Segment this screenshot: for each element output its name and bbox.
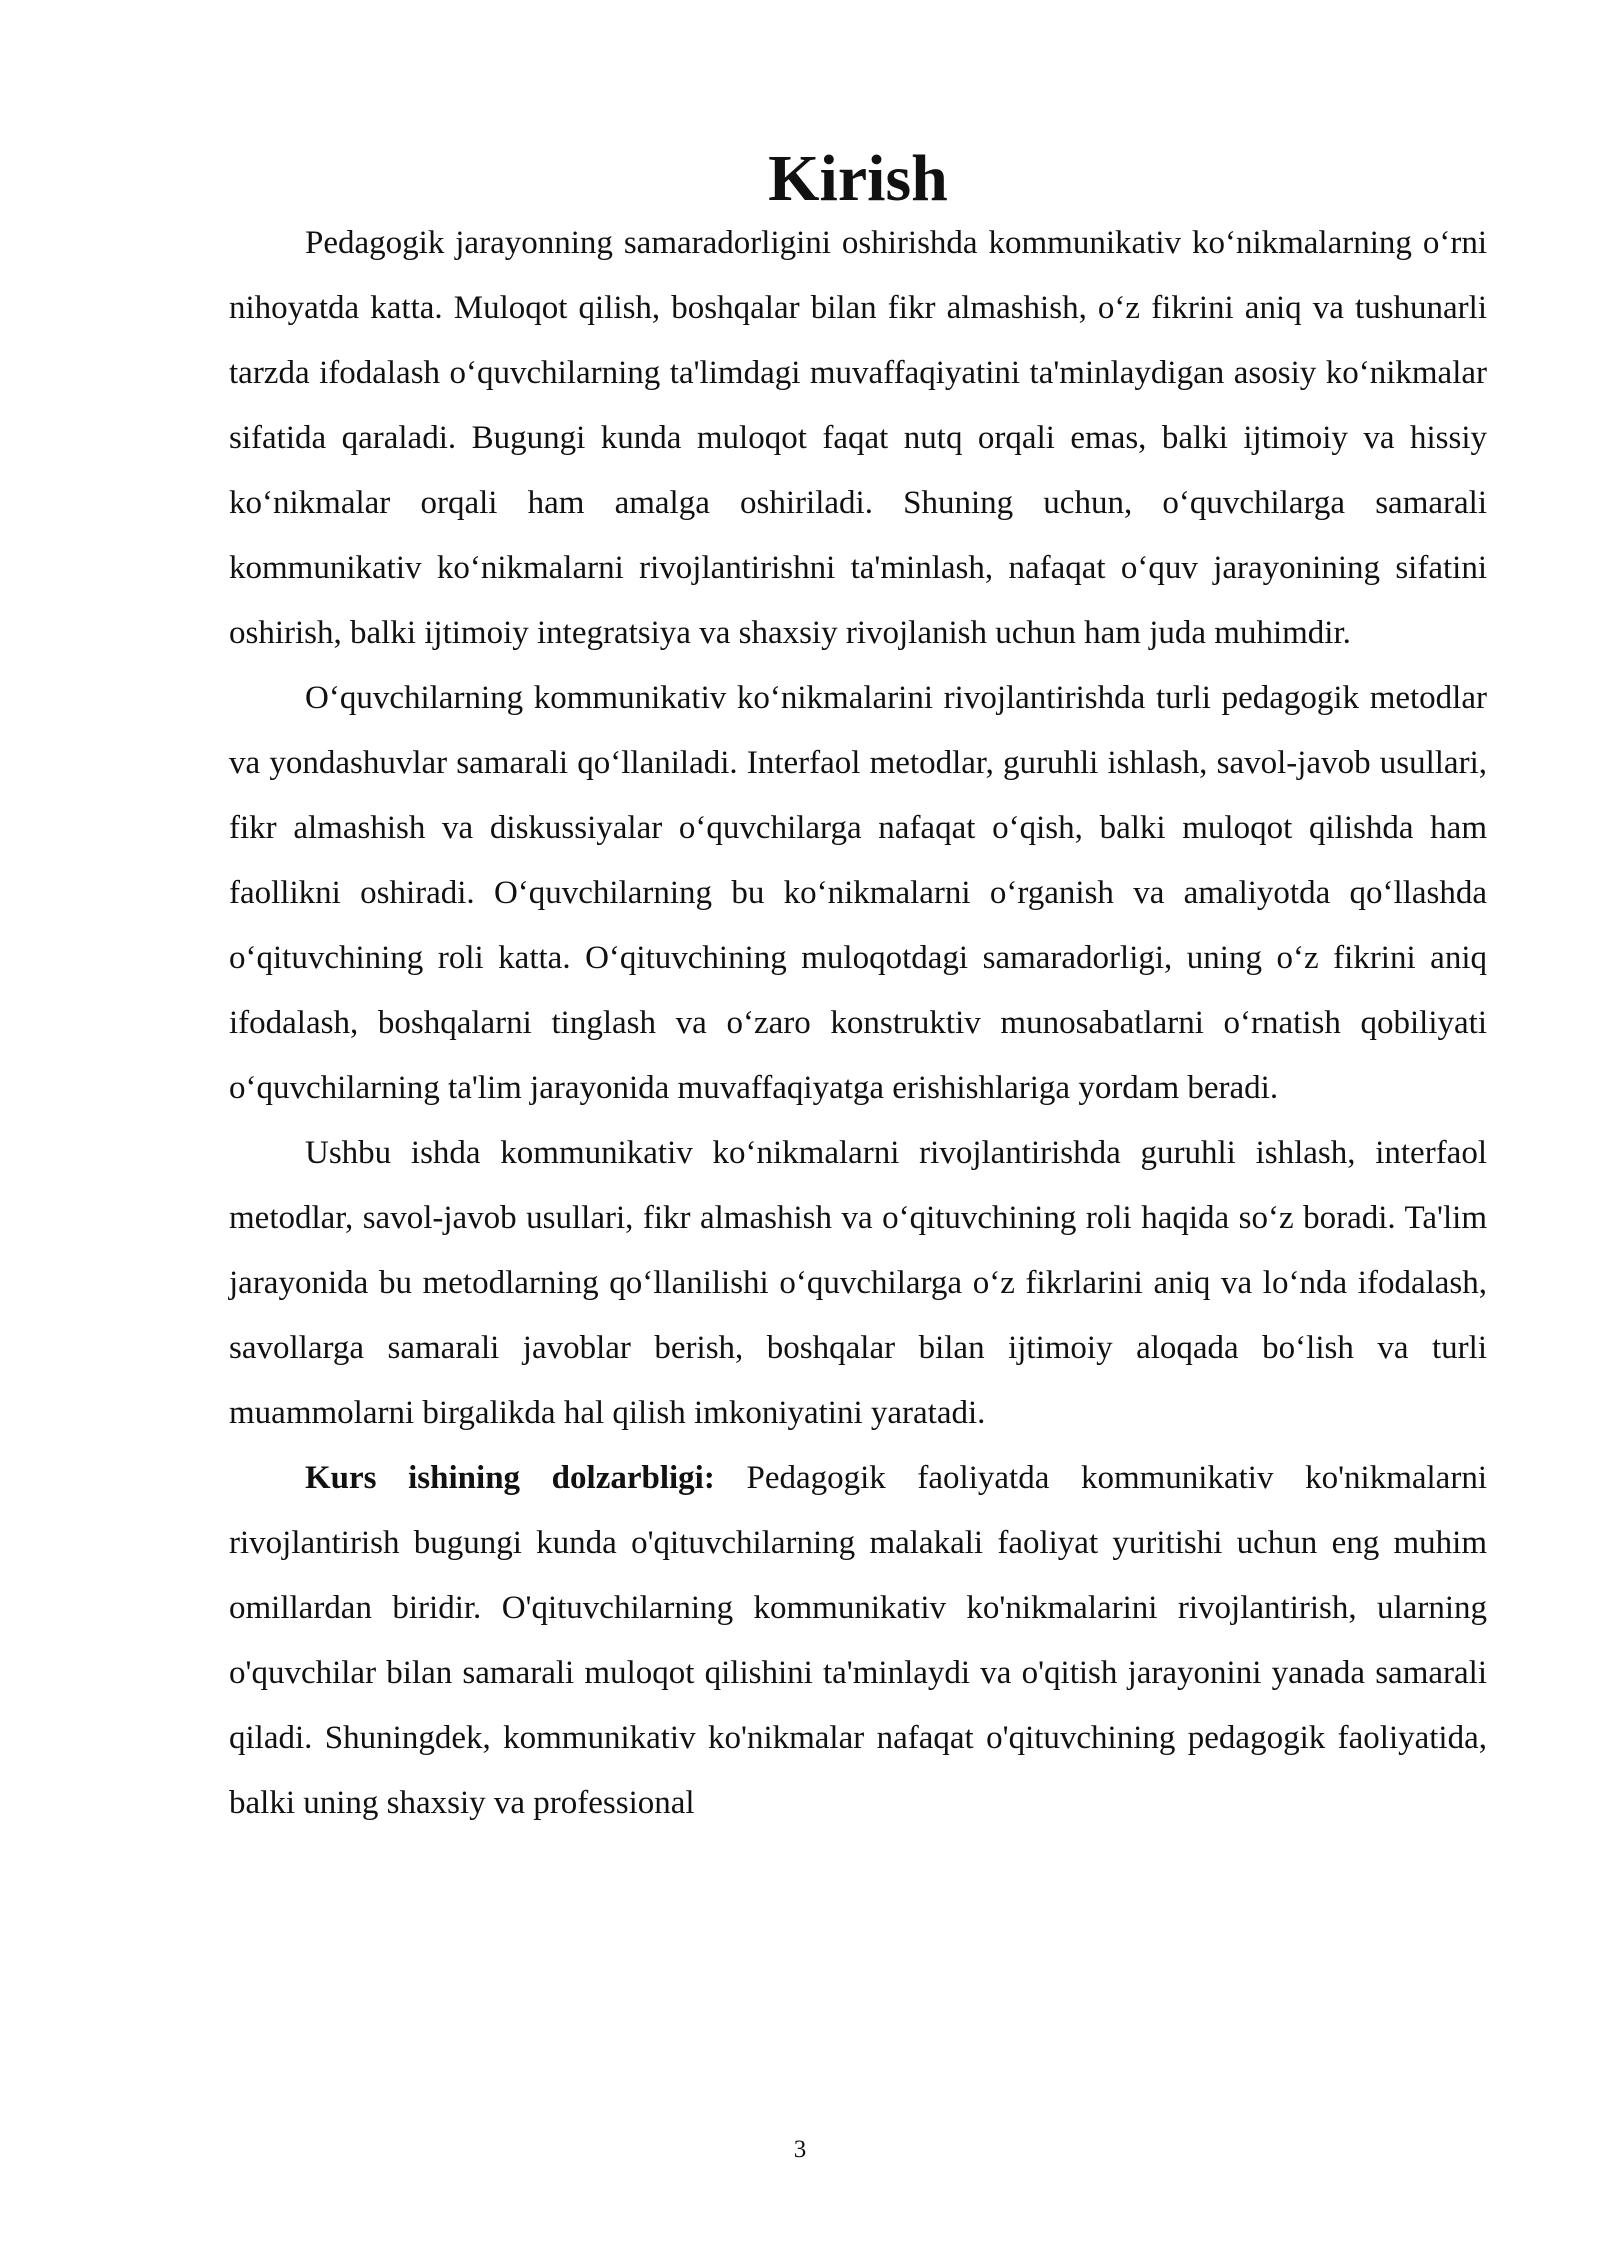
paragraph-3: Ushbu ishda kommunikativ ko‘nikmalarni rivojlantirishda guruhli ishlash, interfaol metodlar, savol-javob usullari, fikr almashish va o‘qituvchining roli haqida so‘z boradi. Ta'lim jarayonida bu metodlarning qo‘llanilishi o‘quvchilarga o‘z fikrlarini aniq va lo‘nda ifodalash, savollarga samarali javoblar berish, boshqalar bilan ijtimoiy aloqada bo‘lish va turli muammolarni birgalikda hal qilish imkoniyatini yaratadi. (229, 1135, 1487, 1431)
relevance-paragraph (229, 1446, 1487, 1836)
page-body (229, 142, 1487, 1836)
paragraph-2: O‘quvchilarning kommunikativ ko‘nikmalarini rivojlantirishda turli pedagogik metodlar va yondashuvlar samarali qo‘llaniladi. Interfaol metodlar, guruhli ishlash, savol-javob usullari, fikr almashish va diskussiyalar o‘quvchilarga nafaqat o‘qish, balki muloqot qilishda ham faollikni oshiradi. O‘quvchilarning bu ko‘nikmalarni o‘rganish va amaliyotda qo‘llashda o‘qituvchining roli katta. O‘qituvchining muloqotdagi samaradorligi, uning o‘z fikrini aniq ifodalash, boshqalarni tinglash va o‘zaro konstruktiv munosabatlarni o‘rnatish qobiliyati o‘quvchilarning ta'lim jarayonida muvaffaqiyatga erishishlariga yordam beradi. (229, 680, 1487, 1106)
page-number: 3 (793, 2136, 807, 2163)
paragraph-1: Pedagogik jarayonning samaradorligini oshirishda kommunikativ ko‘nikmalarning o‘rni nihoyatda katta. Muloqot qilish, boshqalar bilan fikr almashish, o‘z fikrini aniq va tushunarli tarzda ifodalash o‘quvchilarning ta'limdagi muvaffaqiyatini ta'minlaydigan asosiy ko‘nikmalar sifatida qaraladi. Bugungi kunda muloqot faqat nutq orqali emas, balki ijtimoiy va hissiy ko‘nikmalar orqali ham amalga oshiriladi. Shuning uchun, o‘quvchilarga samarali kommunikativ ko‘nikmalarni rivojlantirishni ta'minlash, nafaqat o‘quv jarayonining sifatini oshirish, balki ijtimoiy integratsiya va shaxsiy rivojlanish uchun ham juda muhimdir. (229, 225, 1487, 651)
relevance-heading: Kurs ishining dolzarbligi: (305, 1460, 715, 1496)
relevance-text: Pedagogik faoliyatda kommunikativ ko'nikmalarni rivojlantirish bugungi kunda o'qituvchilarning malakali faoliyat yuritishi uchun eng muhim omillardan biridir. O'qituvchilarning kommunikativ ko'nikmalarini rivojlantirish, ularning o'quvchilar bilan samarali muloqot qilishini ta'minlaydi va o'qitish jarayonini yanada samarali qiladi. Shuningdek, kommunikativ ko'nikmalar nafaqat o'qituvchining pedagogik faoliyatida, balki uning shaxsiy va professional (229, 1460, 1487, 1821)
section-title: Kirish (768, 142, 948, 215)
